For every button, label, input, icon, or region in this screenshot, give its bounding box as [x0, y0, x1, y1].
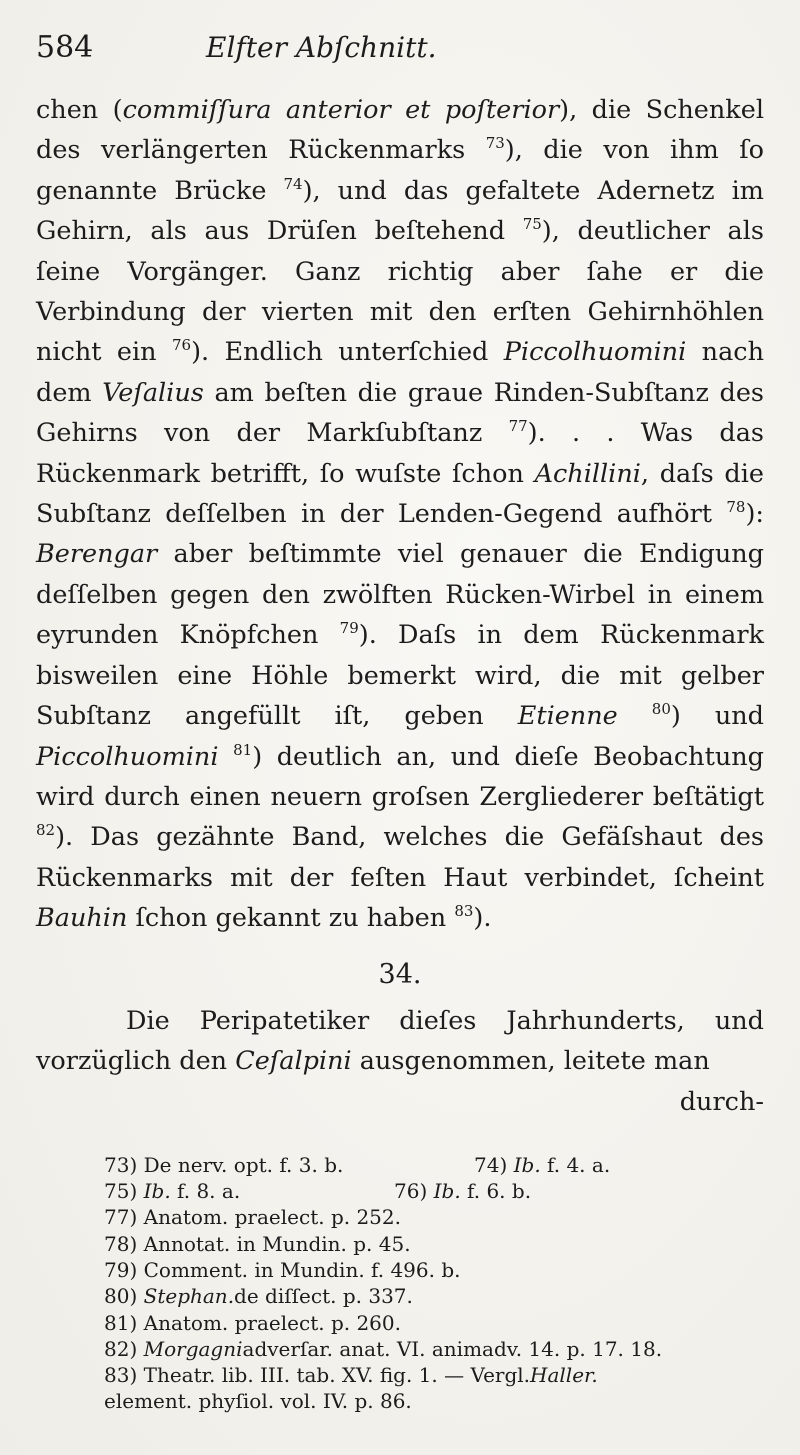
footnote-number: 75)	[104, 1179, 138, 1204]
footnote-italic: Stephan.	[143, 1284, 235, 1309]
footnote-81	[104, 1310, 764, 1336]
text-run: ausgenommen, leitete man	[351, 1046, 710, 1077]
footnote-text: Annotat. in Mundin. p. 45.	[143, 1231, 411, 1256]
italic-name: Piccolhuomini	[36, 741, 219, 772]
footnote-number: 79)	[104, 1257, 138, 1282]
footnote-ref: 78	[726, 498, 746, 517]
text-run: ), die Schenkel des verlängerten Rückenmarks	[36, 95, 764, 166]
text-run: ):	[745, 499, 764, 530]
text-run: , daſs die Subſtanz deſſelben in der Lenden-Gegend aufhört	[36, 458, 764, 530]
footnote-number: 73)	[104, 1152, 138, 1177]
text-run: ).	[473, 903, 492, 934]
footnote-number: 80)	[104, 1284, 138, 1309]
footnote-text: Anatom. praelect. p. 252.	[143, 1205, 401, 1230]
footnote-number: 77)	[104, 1205, 138, 1230]
text-run: aber beſtimmte viel genauer die Endigung deſſelben gegen den zwölften Rücken-Wirbel in einem eyrunden Knöpfchen	[36, 539, 764, 651]
footnote-83-continuation: element. phyſiol. vol. IV. p. 86.	[104, 1389, 412, 1414]
text-run: ), die von ihm ſo genannte Brücke	[36, 135, 764, 206]
footnote-ib: Ib.	[433, 1179, 461, 1204]
footnotes	[36, 1152, 764, 1415]
italic-name: Veſalius	[102, 377, 204, 408]
text-run: ) deutlich an, und dieſe Beobachtung wird durch einen neuern groſsen Zergliederer beſtätigt	[36, 741, 764, 812]
footnote-ref: 75	[522, 215, 542, 234]
page-number: 584	[36, 30, 94, 65]
footnote-text: Anatom. praelect. p. 260.	[143, 1310, 401, 1335]
footnote-text: adverſar. anat. VI. animadv. 14. p. 17. 18.	[242, 1336, 663, 1361]
footnote-76	[394, 1178, 531, 1204]
paragraph-34	[36, 1001, 764, 1082]
footnote-ref: 83	[454, 902, 474, 921]
text-run: ). Das gezähnte Band, welches die Gefäſshaut des Rückenmarks mit der feſten Haut verbindet, ſcheint	[36, 822, 764, 893]
footnote-text: Theatr. lib. III. tab. XV. fig. 1. — Vergl.	[143, 1363, 531, 1388]
text-run: ) und	[670, 701, 765, 732]
footnote-number: 78)	[104, 1231, 138, 1256]
footnote-number: 82)	[104, 1336, 138, 1361]
footnote-number: 74)	[474, 1152, 508, 1177]
footnote-ref: 79	[339, 619, 359, 638]
footnote-83	[104, 1362, 764, 1388]
footnote-row	[104, 1152, 764, 1178]
footnote-italic: Morgagni	[143, 1336, 243, 1361]
footnote-text: Comment. in Mundin. f. 496. b.	[143, 1257, 461, 1282]
italic-name: Achillini	[534, 458, 641, 489]
italic-name: Piccolhuomini	[503, 337, 687, 368]
text-run: am beſten die graue Rinden-Subſtanz des Gehirns von der Markſubſtanz	[36, 377, 765, 449]
footnote-80	[104, 1283, 764, 1309]
footnote-text: de diſſect. p. 337.	[234, 1284, 413, 1309]
running-title: Elfter Abſchnitt.	[206, 31, 437, 64]
footnote-74	[474, 1152, 610, 1178]
text-run: ). Endlich unterſchied	[191, 337, 504, 368]
footnote-text: f. 4. a.	[540, 1152, 611, 1177]
text-run: ). Daſs in dem Rückenmark bisweilen eine Höhle bemerkt wird, die mit gelber Subſtanz angefüllt iſt, geben	[36, 620, 764, 732]
footnote-ib: Ib.	[143, 1179, 171, 1204]
text-run: ſchon gekannt zu haben	[127, 903, 455, 934]
text-run: Die Peripatetiker dieſes Jahrhunderts, und vorzüglich den	[36, 1005, 764, 1077]
footnote-ref: 82	[36, 821, 56, 840]
footnote-ib: Ib.	[513, 1152, 541, 1177]
italic-term: commiſſura anterior et poſterior	[122, 95, 560, 125]
text-run: nach dem	[36, 337, 764, 408]
footnote-text: De nerv. opt. f. 3. b.	[143, 1152, 344, 1177]
footnote-82	[104, 1336, 764, 1362]
footnote-78	[104, 1231, 764, 1257]
footnote-79	[104, 1257, 764, 1283]
section-number: 34.	[378, 958, 422, 990]
italic-name: Bauhin	[36, 903, 128, 934]
text-run: ). . . Was das Rückenmark betrifft, ſo wuſste ſchon	[36, 418, 764, 489]
italic-name: Berengar	[36, 539, 158, 570]
footnote-ref: 77	[508, 417, 528, 436]
footnote-number: 76)	[394, 1179, 428, 1204]
footnote-number: 83)	[104, 1363, 138, 1388]
footnote-ref: 74	[283, 174, 303, 193]
paragraph-33	[36, 90, 764, 939]
catchword: durch-	[679, 1086, 764, 1117]
footnote-ref: 73	[485, 134, 505, 153]
footnote-italic: Haller.	[530, 1363, 598, 1388]
main-text	[36, 90, 764, 1122]
page-header	[36, 30, 764, 90]
footnote-ref: 76	[171, 336, 192, 355]
footnote-row	[104, 1178, 764, 1204]
text-run: chen (	[36, 95, 123, 125]
italic-name: Etienne	[517, 701, 618, 732]
footnote-ref: 81	[233, 740, 253, 759]
footnote-75	[104, 1178, 394, 1204]
footnote-text: f. 6. b.	[460, 1179, 532, 1204]
footnote-number: 81)	[104, 1310, 138, 1335]
footnote-text: f. 8. a.	[170, 1179, 241, 1204]
text-run: ), deutlicher als ſeine Vorgänger. Ganz richtig aber ſahe er die Verbindung der vierten mit den erſten Gehirnhöhlen nicht ein	[36, 216, 765, 368]
footnote-77	[104, 1204, 764, 1230]
footnote-ref: 80	[651, 700, 671, 719]
footnote-73	[104, 1152, 474, 1178]
italic-name: Ceſalpini	[235, 1046, 352, 1077]
text-run: ), und das gefaltete Adernetz im Gehirn, als aus Drüſen beſtehend	[36, 175, 764, 247]
